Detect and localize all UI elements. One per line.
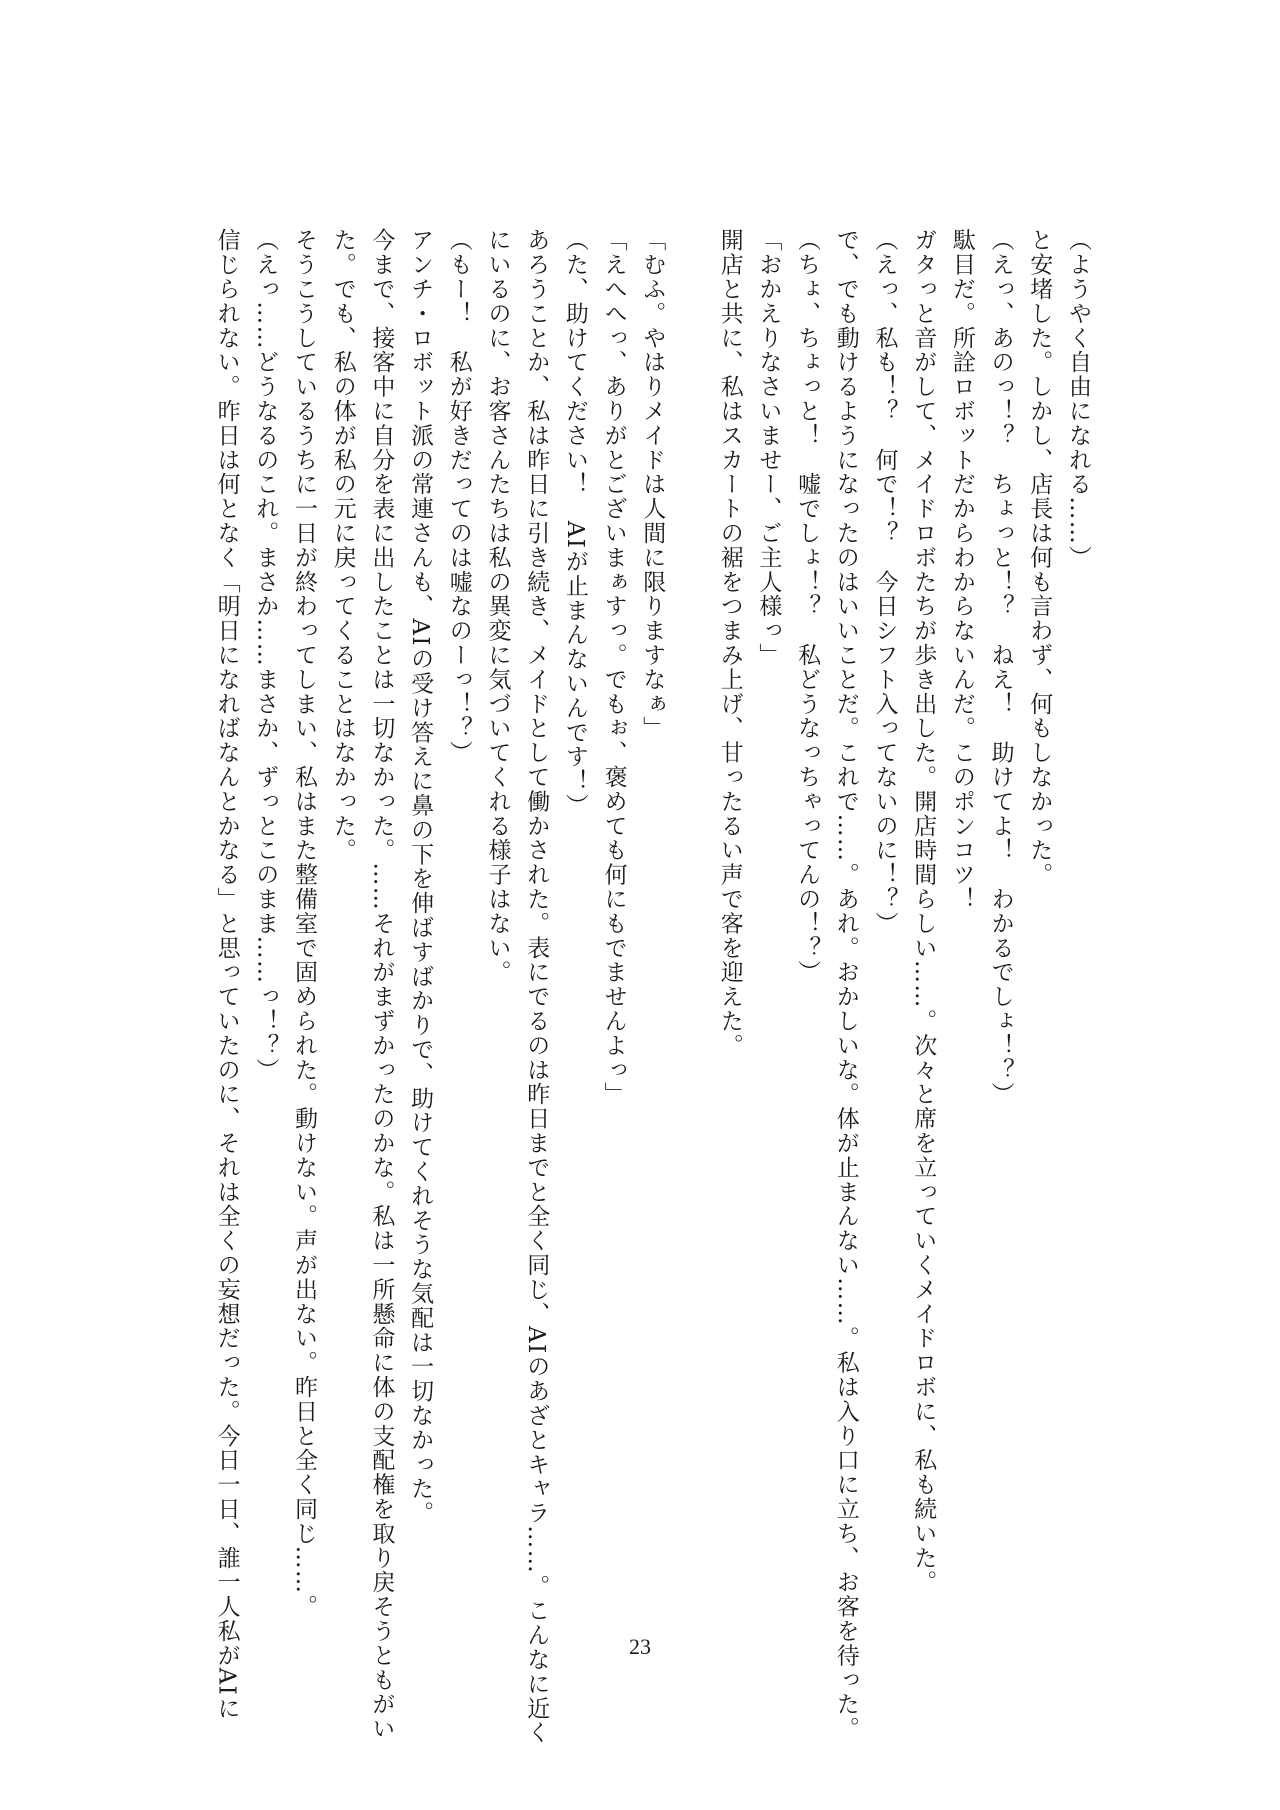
text-column: た。でも、私の体が私の元に戻ってくることはなかった。 (329, 228, 356, 863)
page-number: 23 (629, 1634, 651, 1659)
text-column: （ようやく自由になれる……） (1065, 228, 1091, 570)
text-column: で、でも動けるようになったのはいいことだ。これで……。あれ。おかしいな。体が止まんない……。私は入り口に立ち、お客を待った。 (832, 228, 859, 1741)
blank-column (676, 228, 706, 1628)
text-column: （ちょ、ちょっと！ 嘘でしょ！？ 私どうなっちゃってんの！？） (794, 228, 821, 985)
text-column: 「えへへっ、ありがとございまぁすっ。でもぉ、褒めても何にもでませんよっ」 (600, 228, 627, 1107)
text-column: （えっ、私も！？ 何で！？ 今日シフト入ってないのに！？） (871, 228, 898, 936)
text-column: ガタっと音がして、メイドロボたちが歩き出した。開店時間らしい……。次々と席を立っていくメイドロボに、私も続いた。 (910, 228, 937, 1595)
text-column: 開店と共に、私はスカートの裾をつまみ上げ、甘ったるい声で客を迎えた。 (716, 228, 743, 1058)
text-column: （えっ……どうなるのこれ。まさか……まさか、ずっとこのまま……っ！？） (252, 228, 279, 1082)
text-column: と安堵した。しかし、店長は何も言わず、何もしなかった。 (1026, 228, 1053, 887)
text-column: にいるのに、お客さんたちは私の異変に気づいてくれる様子はない。 (484, 228, 511, 985)
text-column: （もー！ 私が好きだってのは嘘なのーっ！？） (445, 228, 472, 765)
text-column: （た、助けてください！ AIが止まんないんです！） (561, 228, 588, 818)
text-column: 信じられない。昨日は何となく「明日になればなんとかなる」と思っていたのに、それは全くの妄想だった。今日一日、誰一人私がAIに (213, 228, 240, 1721)
text-column: 「むふ。やはりメイドは人間に限りますなぁ」 (639, 228, 666, 741)
text-column: 駄目だ。所詮ロボットだからわからないんだ。このポンコツ！ (948, 228, 975, 912)
text-column: アンチ・ロボット派の常連さんも、AIの受け答えに鼻の下を伸ばすばかりで、助けてくれそうな気配は一切なかった。 (407, 228, 434, 1526)
text-column: あろうことか、私は昨日に引き続き、メイドとして働かされた。表にでるのは昨日までと全く同じ、AIのあざとキャラ……。こんなに近く (523, 228, 550, 1745)
text-column: （えっ、あのっ！？ ちょっと！？ ねえ！ 助けてよ！ わかるでしょ！？） (987, 228, 1014, 1107)
text-column: そうこうしているうちに一日が終わってしまい、私はまた整備室で固められた。動けない。声が出ない。昨日と全く同じ……。 (291, 228, 317, 1619)
text-column: 「おかえりなさいませー、ご主人様っ」 (755, 228, 782, 668)
text-column: 今まで、接客中に自分を表に出したことは一切なかった。……それがまずかったのかな。私は一所懸命に体の支配権を取り戻そうともがい (368, 228, 395, 1741)
